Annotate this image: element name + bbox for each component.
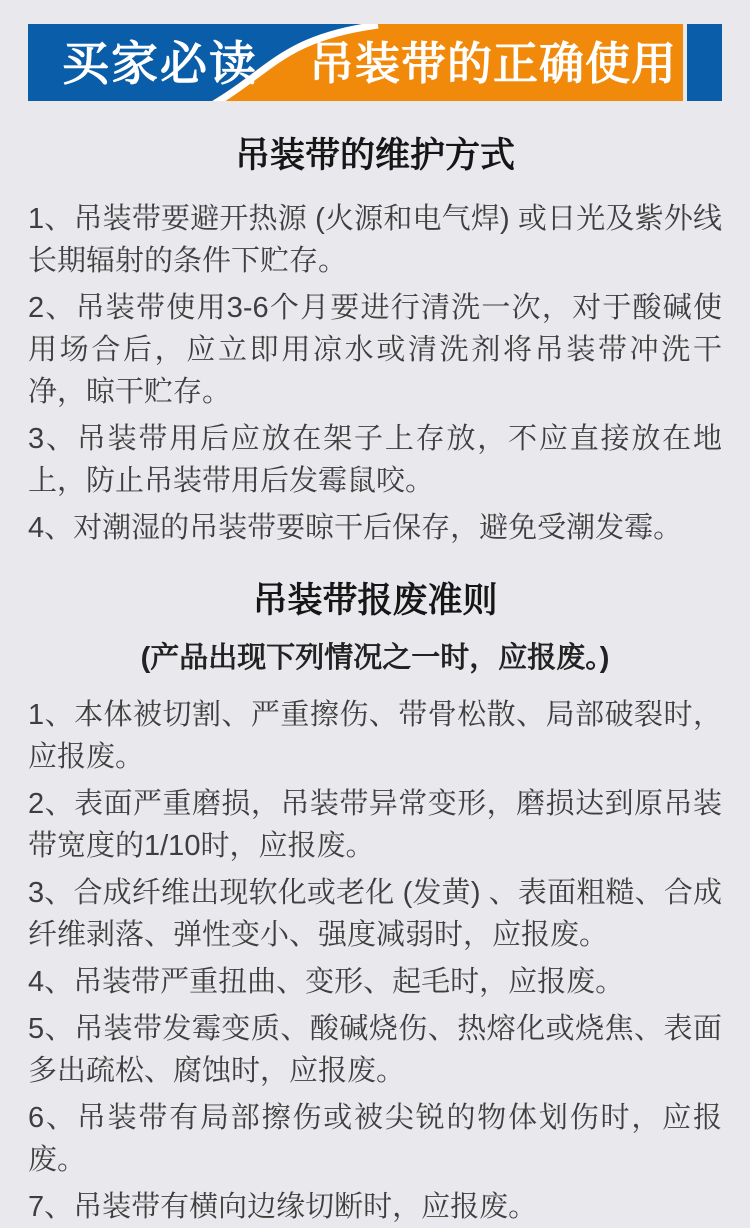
scrap-list (28, 694, 722, 1228)
maintenance-item-1: 1、吊装带要避开热源 (火源和电气焊) 或日光及紫外线长期辐射的条件下贮存。 (28, 203, 722, 277)
maintenance-list (28, 198, 722, 549)
scrap-item-7: 7、吊装带有横向边缘切断时，应报废。 (28, 1191, 538, 1223)
content-area (0, 128, 750, 1228)
scrap-item-4: 4、吊装带严重扭曲、变形、起毛时，应报废。 (28, 966, 625, 998)
banner-endcap-block (687, 24, 722, 101)
scrap-item-1: 1、本体被切割、严重擦伤、带骨松散、局部破裂时，应报废。 (28, 699, 722, 773)
section-title-maintenance: 吊装带的维护方式 (234, 136, 515, 175)
scrap-item-6: 6、吊装带有局部擦伤或被尖锐的物体划伤时，应报废。 (28, 1102, 722, 1176)
maintenance-item-2: 2、吊装带使用3-6个月要进行清洗一次，对于酸碱使用场合后，应立即用凉水或清洗剂将吊装带冲洗干净，晾干贮存。 (28, 292, 722, 408)
scrap-item-2: 2、表面严重磨损，吊装带异常变形，磨损达到原吊装带宽度的1/10时，应报废。 (28, 788, 722, 862)
section-title-scrap: 吊装带报废准则 (252, 581, 498, 620)
maintenance-item-3: 3、吊装带用后应放在架子上存放，不应直接放在地上，防止吊装带用后发霉鼠咬。 (28, 423, 722, 497)
header-banner-main (28, 24, 683, 101)
scrap-item-5: 5、吊装带发霉变质、酸碱烧伤、热熔化或烧焦、表面多出疏松、腐蚀时，应报废。 (28, 1013, 722, 1087)
banner-left-label: 买家必读 (62, 37, 258, 90)
banner-right-label: 吊装带的正确使用 (308, 38, 677, 89)
maintenance-item-4: 4、对潮湿的吊装带要晾干后保存，避免受潮发霉。 (28, 512, 683, 544)
section-subtitle-scrap: (产品出现下列情况之一时，应报废。) (140, 642, 610, 674)
header-banner (28, 24, 722, 101)
scrap-item-3: 3、合成纤维出现软化或老化 (发黄) 、表面粗糙、合成纤维剥落、弹性变小、强度减弱时，应报废。 (28, 877, 722, 951)
